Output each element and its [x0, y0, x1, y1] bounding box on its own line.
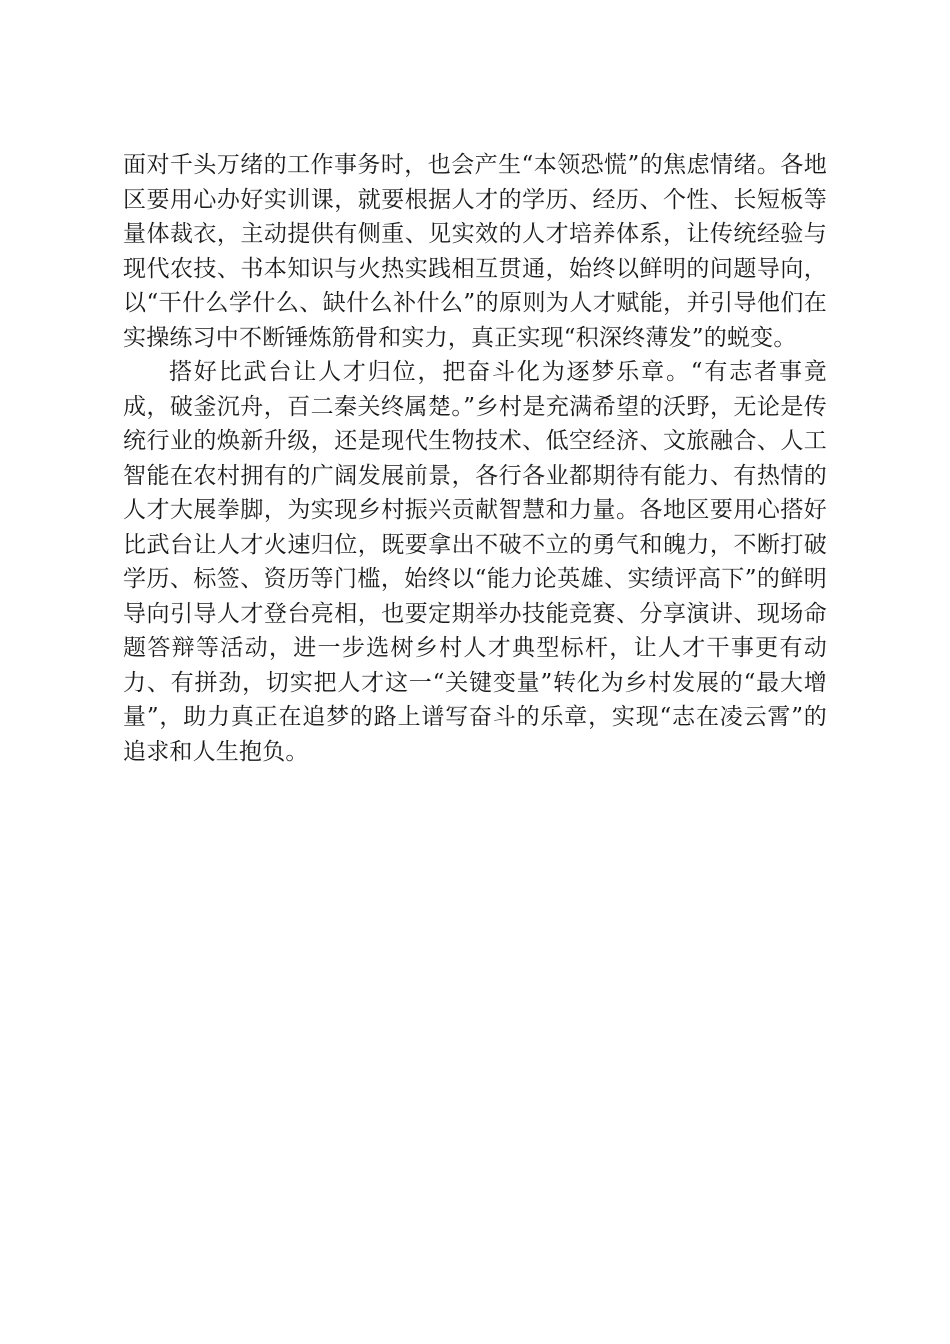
- paragraph-competition-platform: 搭好比武台让人才归位，把奋斗化为逐梦乐章。“有志者事竟成，破釜沉舟，百二秦关终属楚。”乡村是充满希望的沃野，无论是传统行业的焕新升级，还是现代生物技术、低空经济、文旅融合、人工智能在农村拥有的广阔发展前景，各行各业都期待有能力、有热情的人才大展拳脚，为实现乡村振兴贡献智慧和力量。各地区要用心搭好比武台让人才火速归位，既要拿出不破不立的勇气和魄力，不断打破学历、标签、资历等门槛，始终以“能力论英雄、实绩评高下”的鲜明导向引导人才登台亮相，也要定期举办技能竞赛、分享演讲、现场命题答辩等活动，进一步选树乡村人才典型标杆，让人才干事更有动力、有拼劲，切实把人才这一“关键变量”转化为乡村发展的“最大增量”，助力真正在追梦的路上谱写奋斗的乐章，实现“志在凌云霄”的追求和人生抱负。: [123, 359, 827, 765]
- paragraph-continued: 面对千头万绪的工作事务时，也会产生“本领恐慌”的焦虑情绪。各地区要用心办好实训课，就要根据人才的学历、经历、个性、长短板等量体裁衣，主动提供有侧重、见实效的人才培养体系，让传统经验与现代农技、书本知识与火热实践相互贯通，始终以鲜明的问题导向，以“干什么学什么、缺什么补什么”的原则为人才赋能，并引导他们在实操练习中不断锤炼筋骨和实力，真正实现“积深终薄发”的蜕变。: [123, 152, 827, 351]
- document-body: [123, 148, 827, 769]
